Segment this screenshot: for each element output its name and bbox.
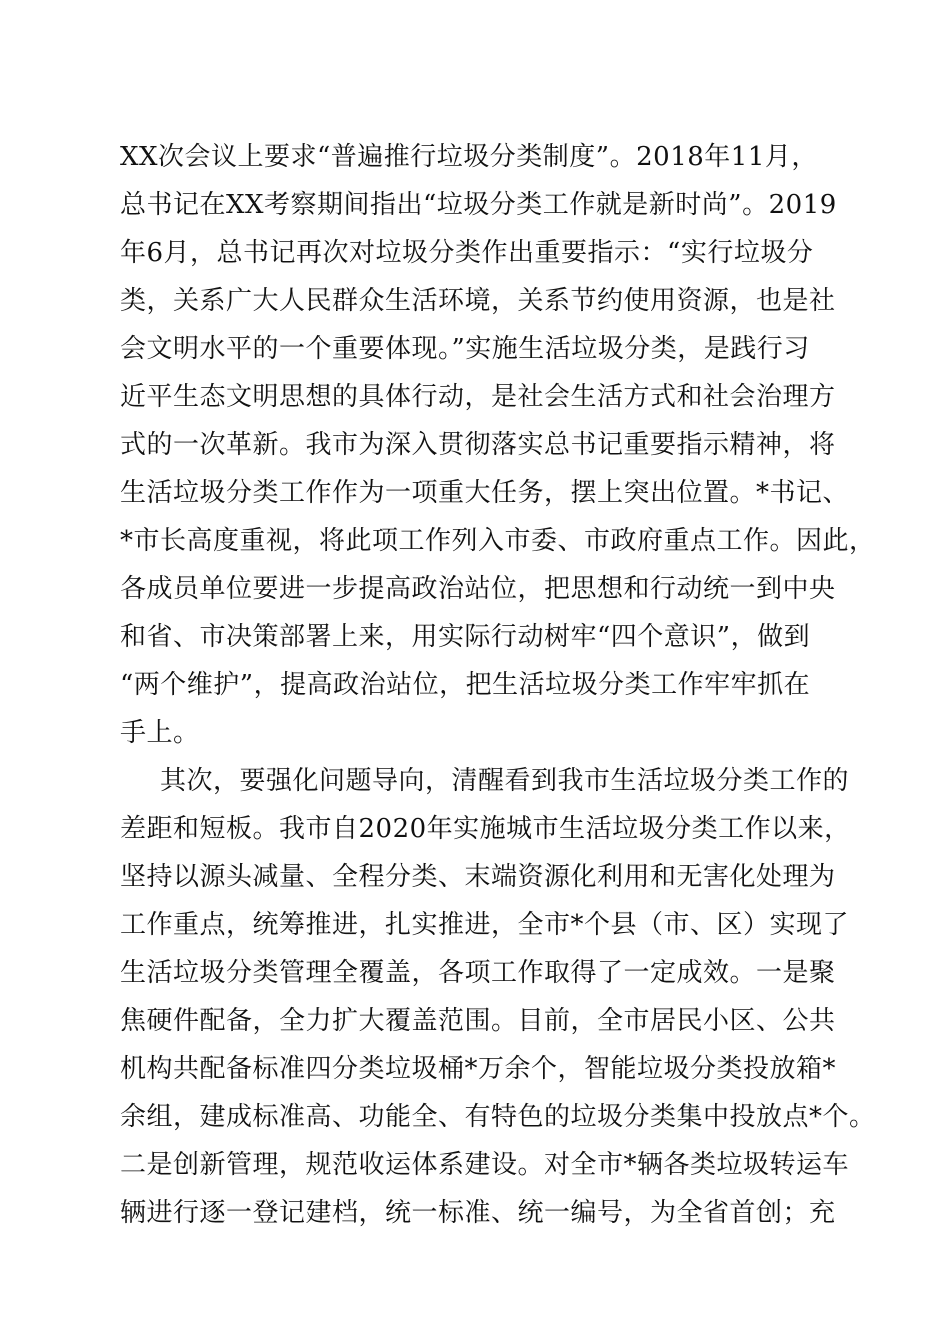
text-line: 类，关系广大人民群众生活环境，关系节约使用资源，也是社 xyxy=(120,286,836,316)
text-line: 年6月，总书记再次对垃圾分类作出重要指示：“实行垃圾分 xyxy=(120,238,814,268)
text-line: 近平生态文明思想的具体行动，是社会生活方式和社会治理方 xyxy=(120,382,836,412)
paragraph-first-line: 其次，要强化问题导向，清醒看到我市生活垃圾分类工作的 xyxy=(160,766,850,796)
text-line: 工作重点，统筹推进，扎实推进，全市*个县（市、区）实现了 xyxy=(120,910,850,940)
text-line: 余组，建成标准高、功能全、有特色的垃圾分类集中投放点*个。 xyxy=(120,1102,876,1132)
text-line: 各成员单位要进一步提高政治站位，把思想和行动统一到中央 xyxy=(120,574,836,604)
text-line: 机构共配备标准四分类垃圾桶*万余个，智能垃圾分类投放箱* xyxy=(120,1054,837,1084)
text-line: *市长高度重视，将此项工作列入市委、市政府重点工作。因此， xyxy=(120,526,876,556)
text-line: 式的一次革新。我市为深入贯彻落实总书记重要指示精神，将 xyxy=(120,430,836,460)
text-line: “两个维护”，提高政治站位，把生活垃圾分类工作牢牢抓在 xyxy=(120,670,811,700)
text-line: 辆进行逐一登记建档，统一标准、统一编号，为全省首创；充 xyxy=(120,1198,836,1228)
text-line: 坚持以源头减量、全程分类、末端资源化利用和无害化处理为 xyxy=(120,862,836,892)
text-line: 二是创新管理，规范收运体系建设。对全市*辆各类垃圾转运车 xyxy=(120,1150,850,1180)
text-line: 差距和短板。我市自2020年实施城市生活垃圾分类工作以来， xyxy=(120,814,851,844)
text-line: 生活垃圾分类工作作为一项重大任务，摆上突出位置。*书记、 xyxy=(120,478,850,508)
text-line: 焦硬件配备，全力扩大覆盖范围。目前，全市居民小区、公共 xyxy=(120,1006,836,1036)
text-line: 总书记在XX考察期间指出“垃圾分类工作就是新时尚”。2019 xyxy=(120,190,837,220)
text-line: 会文明水平的一个重要体现。”实施生活垃圾分类，是践行习 xyxy=(120,334,810,364)
text-line: 生活垃圾分类管理全覆盖，各项工作取得了一定成效。一是聚 xyxy=(120,958,836,988)
text-line: 手上。 xyxy=(120,718,200,748)
text-line: XX次会议上要求“普遍推行垃圾分类制度”。2018年11月， xyxy=(120,142,818,172)
text-line: 和省、市决策部署上来，用实际行动树牢“四个意识”，做到 xyxy=(120,622,811,652)
